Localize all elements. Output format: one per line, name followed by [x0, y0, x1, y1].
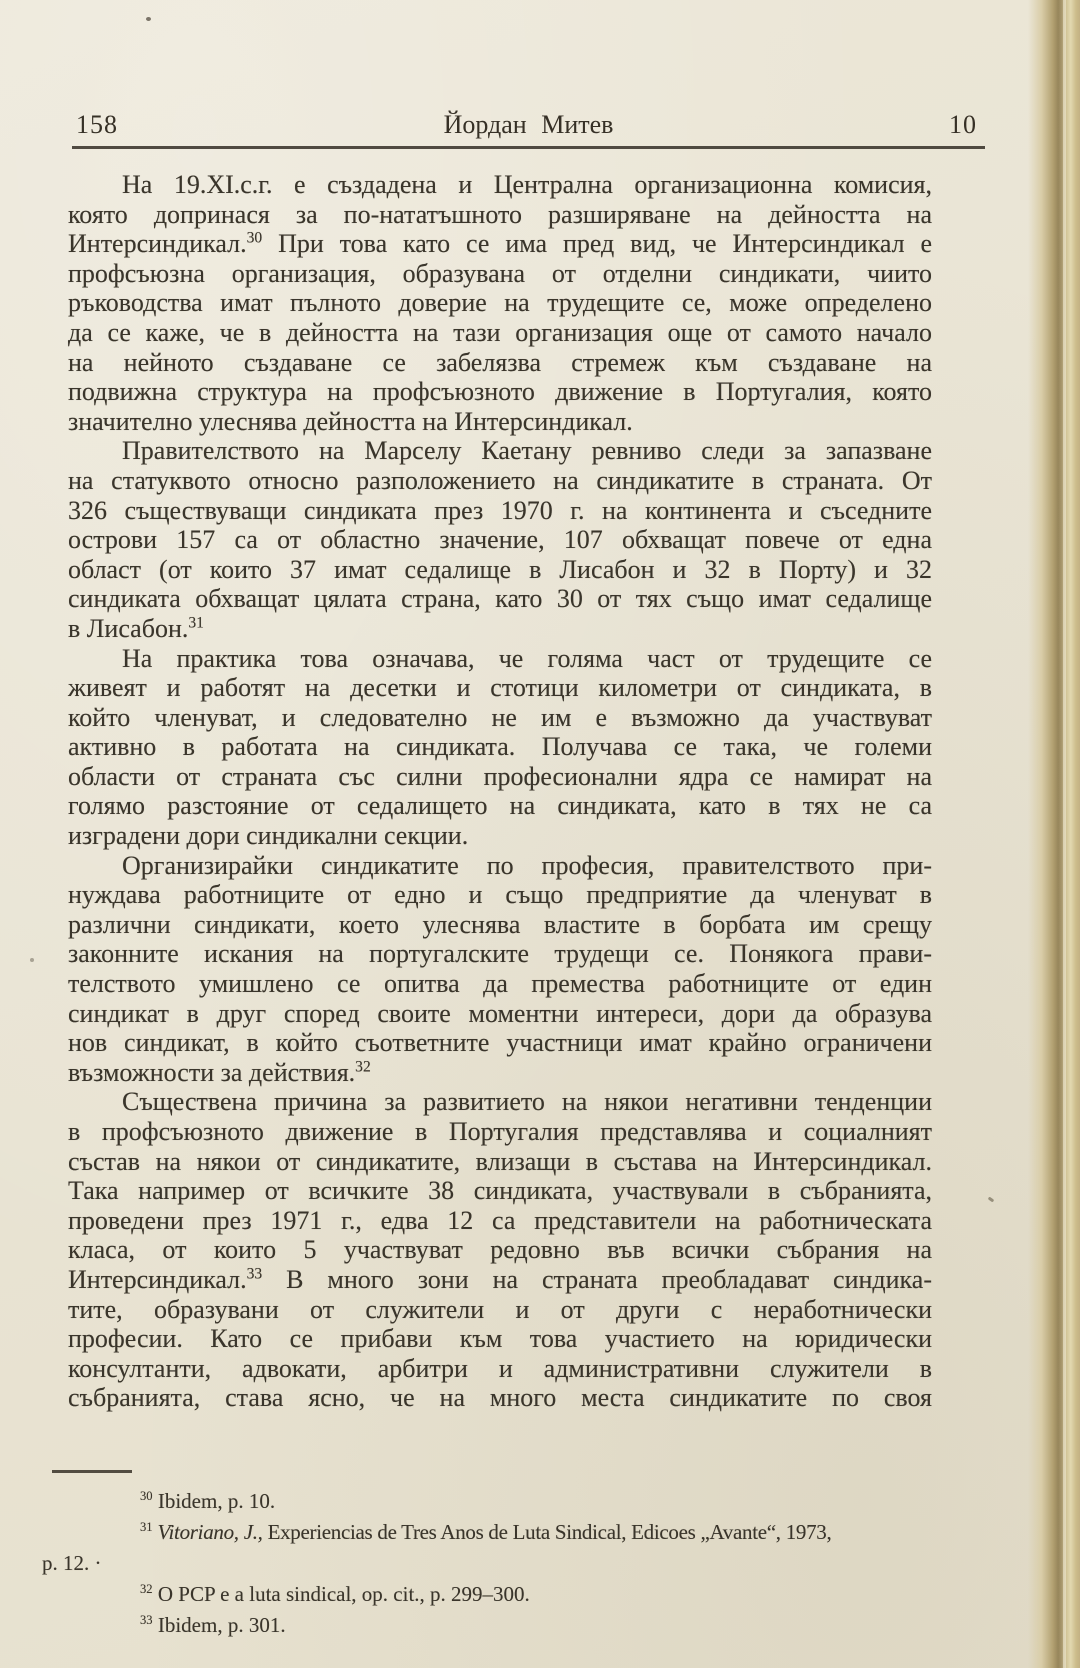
text-line [68, 732, 932, 762]
text-line [68, 910, 932, 940]
text-line [68, 525, 932, 555]
text-run: активно в работата на синдиката. Получава се така, че големи [68, 732, 932, 762]
text-run: област (от които 37 имат седалище в Лисабон и 32 в Порту) и 32 [68, 554, 932, 584]
text-run: подвижна структура на профсъюзното движение в Португалия, която [68, 377, 932, 407]
footnote-line [42, 1548, 948, 1579]
text-run: възможности за действия. [68, 1057, 356, 1087]
text-line [68, 939, 932, 969]
page-header [72, 102, 985, 149]
text-line [68, 377, 932, 407]
footnote-line [42, 1579, 948, 1610]
italic-text: Vitoriano, J., [157, 1520, 263, 1544]
text-run: нов синдикат, в който съответните участници имат крайно ограничени [68, 1028, 932, 1058]
text-run: законните искания на португалските трудещи се. Понякога прави- [68, 939, 932, 969]
text-line [68, 1383, 932, 1413]
footnote-marker: 32 [355, 1058, 371, 1076]
text-line [68, 1147, 932, 1177]
text-line [68, 229, 932, 259]
text-run: да се каже, че в дейността на тази организация още от самото начало [68, 317, 932, 347]
text-run: различни синдикати, което улеснява властите в борбата им срещу [68, 909, 932, 939]
text-line [68, 170, 932, 200]
footnote-marker: 30 [140, 1489, 153, 1503]
text-run: синдикат в друг според своите моментни интереси, дори да образува [68, 998, 932, 1028]
text-run: в Лисабон. [68, 613, 189, 643]
text-line [68, 1265, 932, 1295]
text-run: тите, образувани от служители и от други с неработнически [68, 1294, 932, 1324]
text-line [68, 999, 932, 1029]
text-line [68, 200, 932, 230]
text-run: Съществена причина за развитието на някои негативни тенденции [122, 1087, 932, 1117]
text-line [68, 466, 932, 496]
text-run: Организирайки синдикатите по професия, правителството при- [122, 850, 932, 880]
text-line [68, 614, 932, 644]
text-line [68, 555, 932, 585]
text-line [68, 703, 932, 733]
text-run: Интерсиндикал. [68, 229, 247, 259]
text-run: професии. Като се прибави към това участието на юридически [68, 1324, 932, 1354]
text-line [68, 288, 932, 318]
text-run: Ibidem, p. 301. [152, 1613, 286, 1637]
text-line [68, 318, 932, 348]
text-run: който членуват, и следователно не им е възможно да участвуват [68, 702, 932, 732]
text-run: Ibidem, p. 10. [152, 1489, 276, 1513]
text-line [68, 1028, 932, 1058]
text-run: проведени през 1971 г., едва 12 са представители на работническата [68, 1205, 932, 1235]
footnote-marker: 30 [246, 229, 263, 247]
text-line [68, 880, 932, 910]
text-line [68, 1324, 932, 1354]
text-line [68, 1087, 932, 1117]
text-run: На 19.XI.с.г. е създадена и Централна организационна комисия, [122, 170, 932, 199]
text-line [68, 762, 932, 792]
text-line [68, 851, 932, 881]
text-run: събранията, става ясно, че на много места синдикатите по своя [68, 1383, 932, 1413]
text-run: На практика това означава, че голяма част от трудещите се [122, 643, 932, 673]
text-run: ръководства имат пълното доверие на трудещите се, може определено [68, 288, 932, 318]
text-run: острови 157 са от областно значение, 107 обхващат повече от една [68, 525, 932, 555]
text-run: области от страната със силни професионални ядра се намират на [68, 761, 932, 791]
text-line [68, 584, 932, 614]
page-edge-highlight [1063, 0, 1066, 1668]
text-run: Experiencias de Tres Anos de Luta Sindical, Edicoes „Avante“, 1973, [262, 1520, 832, 1544]
footnotes [42, 1486, 948, 1641]
text-line [68, 1176, 932, 1206]
text-run: в профсъюзното движение в Португалия представлява и социалният [68, 1117, 932, 1146]
footnote-line [42, 1610, 948, 1641]
text-line [68, 348, 932, 378]
text-run: Правителството на Марселу Каетану ревниво следи за запазване [122, 436, 932, 466]
text-run: O PCP e a luta sindical, op. cit., p. 299–300. [152, 1582, 530, 1606]
text-run: състав на някои от синдикатите, влизащи в състава на Интерсиндикал. [68, 1146, 932, 1176]
text-line [68, 436, 932, 466]
text-run: синдиката обхващат цялата страна, като 30 от тях също имат седалище [68, 584, 932, 614]
text-run: живеят и работят на десетки и стотици километри от синдиката, в [68, 673, 932, 703]
text-line [68, 496, 932, 526]
running-header-title: Йордан Митев [443, 110, 614, 139]
dust-speck [988, 1197, 995, 1203]
text-line [68, 821, 932, 851]
text-run: значително улеснява дейността на Интерсиндикал. [68, 406, 633, 436]
text-line [68, 1206, 932, 1236]
text-run: Интерсиндикал. [68, 1264, 247, 1294]
text-run: При това като се има пред вид, че Интерсиндикал е [262, 229, 932, 259]
text-run: p. 12. · [42, 1551, 102, 1575]
footnote-line [42, 1486, 948, 1517]
dust-speck [146, 17, 151, 21]
text-line [68, 1058, 932, 1088]
text-run: която допринася за по-нататъшното разширяване на дейността на [68, 199, 932, 229]
text-run: Така например от всичките 38 синдиката, участвували в събранията, [68, 1176, 932, 1206]
footnote-marker: 33 [246, 1265, 263, 1283]
footnote-marker: 33 [140, 1613, 153, 1627]
book-edge-shadow [1028, 0, 1080, 1668]
text-run: нуждава работниците от едно и също предприятие да членуват в [68, 880, 932, 910]
text-run: профсъюзна организация, образувана от отделни синдикати, чиито [68, 258, 932, 288]
text-run: голямо разстояние от седалището на синдиката, като в тях не са [68, 791, 932, 821]
text-run: телството умишлено се опитва да премества работниците от един [68, 969, 932, 999]
text-line [68, 1295, 932, 1325]
dust-speck [30, 958, 34, 962]
text-line [68, 1354, 932, 1384]
text-run: на нейното създаване се забелязва стремеж към създаване на [68, 347, 932, 377]
text-line [68, 1235, 932, 1265]
text-line [68, 644, 932, 674]
text-run: на статуквото относно разположението на синдикатите в страната. От [68, 465, 932, 495]
text-line [68, 407, 932, 437]
text-line [68, 791, 932, 821]
footnote-divider [52, 1470, 132, 1473]
page-number: 158 [76, 110, 118, 139]
text-run: В много зони на страната преобладават синдика- [262, 1264, 932, 1294]
text-line [68, 969, 932, 999]
text-run: 326 съществуващи синдиката през 1970 г. на континента и съседните [68, 495, 932, 525]
body-text [68, 170, 932, 1413]
column-number: 10 [949, 110, 977, 139]
text-line [68, 1117, 932, 1147]
footnote-line [42, 1517, 948, 1548]
text-line [68, 259, 932, 289]
text-line [68, 673, 932, 703]
footnote-marker: 31 [140, 1520, 153, 1534]
text-run: класа, от които 5 участвуват редовно във всички събрания на [68, 1235, 932, 1265]
footnote-marker: 31 [188, 614, 204, 632]
footnote-marker: 32 [140, 1582, 153, 1596]
text-run: изградени дори синдикални секции. [68, 821, 469, 851]
text-run: консултанти, адвокати, арбитри и административни служители в [68, 1353, 932, 1383]
